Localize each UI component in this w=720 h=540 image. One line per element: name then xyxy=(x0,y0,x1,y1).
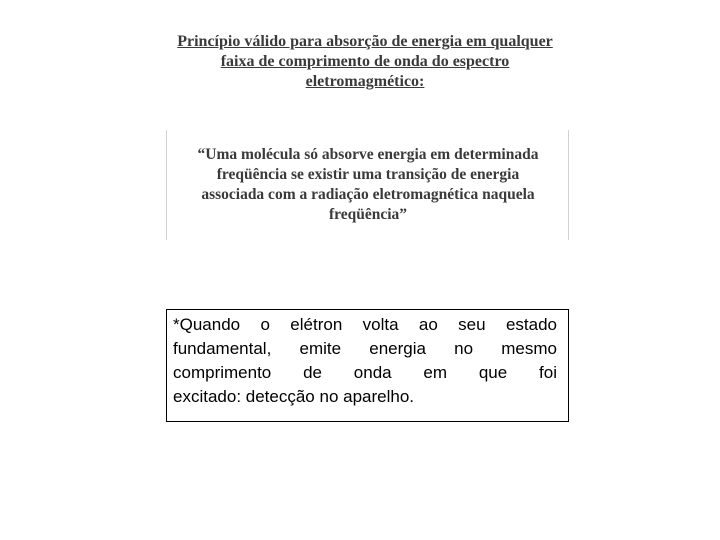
heading-line: Princípio válido para absorção de energia em qualquer xyxy=(177,33,553,50)
note-line: *Quando o elétron volta ao seu estado xyxy=(173,315,557,334)
note-line: comprimento de onda em que foi xyxy=(173,363,557,382)
quote-line: freqüência” xyxy=(328,206,408,223)
note-line: excitado: detecção no aparelho. xyxy=(173,387,415,406)
quote-text xyxy=(170,145,566,225)
page-heading xyxy=(140,32,590,92)
note-line: fundamental, emite energia no mesmo xyxy=(173,339,557,358)
quote-line: freqüência se existir uma transição de energia xyxy=(216,166,520,183)
heading-line: eletromagmético: xyxy=(305,73,425,90)
heading-line: faixa de comprimento de onda do espectro xyxy=(220,53,510,70)
note-text xyxy=(173,313,557,409)
quote-line: “Uma molécula só absorve energia em determinada xyxy=(197,146,539,163)
quote-line: associada com a radiação eletromagnética naquela xyxy=(201,186,535,203)
